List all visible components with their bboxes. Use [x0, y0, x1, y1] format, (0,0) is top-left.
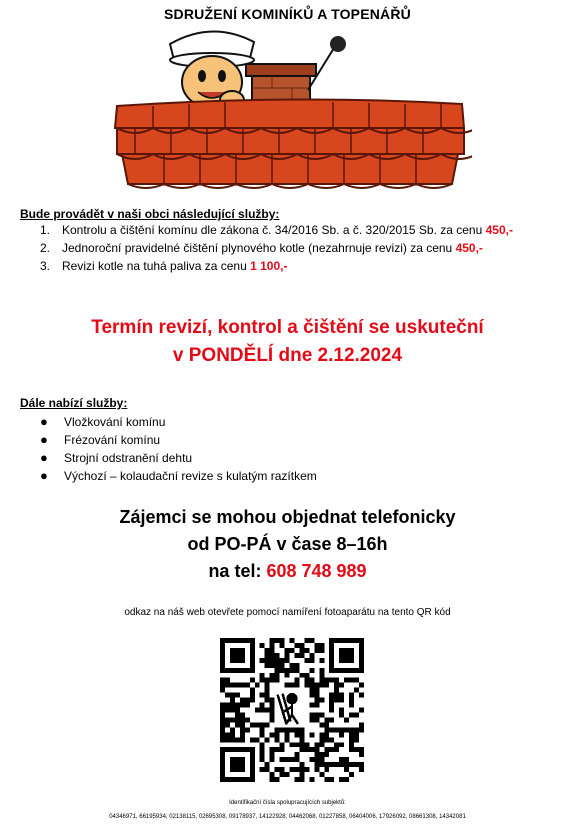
contact-line-2: od PO-PÁ v čase 8–16h	[187, 534, 388, 554]
event-headline	[0, 314, 575, 370]
phone-number[interactable]: 608 748 989	[266, 561, 367, 581]
list-item: ● Strojní odstranění dehtu	[40, 450, 317, 468]
headline-line-2: v PONDĚLÍ dne 2.12.2024	[172, 345, 403, 366]
bullet-icon: ●	[40, 468, 48, 483]
services-list	[40, 222, 513, 276]
list-item: 3. Revizi kotle na tuhá paliva za cenu 1 100,-	[40, 259, 288, 273]
headline-line-1: Termín revizí, kontrol a čištění se uskuteční	[91, 317, 484, 338]
list-item: 2. Jednoroční pravidelné čištění plynového kotle (nezahrnuje revizi) za cenu 450,-	[40, 241, 483, 255]
page-title: SDRUŽENÍ KOMINÍKŮ A TOPENÁŘŮ	[164, 6, 411, 22]
contact-phone-line: na tel: 608 748 989	[208, 561, 367, 581]
qr-caption: odkaz na náš web otevřete pomocí namíření fotoaparátu na tento QR kód	[124, 607, 451, 618]
bullet-icon: ●	[40, 450, 48, 465]
ids-title: Identifikační čísla spolupracujících subjektů:	[229, 800, 346, 806]
qr-code[interactable]	[220, 638, 364, 782]
price: 1 100,-	[250, 259, 288, 273]
list-item: ● Frézování komínu	[40, 432, 317, 450]
extra-services-list	[40, 414, 317, 486]
ids-list: 04346971, 66195934, 02138115, 02695308, 09178937, 14122928, 04462068, 01227858, 06404006, 17926092, 08661308, 14342081	[109, 814, 466, 820]
contact-block	[0, 504, 575, 585]
list-item: ● Vložkování komínu	[40, 414, 317, 432]
contact-line-1: Zájemci se mohou objednat telefonicky	[119, 507, 456, 527]
bullet-icon: ●	[40, 432, 48, 447]
services-heading: Bude provádět v naši obci následující služby:	[20, 207, 280, 221]
price: 450,-	[485, 223, 513, 237]
price: 450,-	[455, 241, 483, 255]
extra-services-heading: Dále nabízí služby:	[20, 396, 128, 410]
list-item: ● Výchozí – kolaudační revize s kulatým razítkem	[40, 468, 317, 486]
bullet-icon: ●	[40, 414, 48, 429]
chimney-sweep-illustration	[112, 24, 472, 194]
list-item: 1. Kontrolu a čištění komínu dle zákona č. 34/2016 Sb. a č. 320/2015 Sb. za cenu 450,-	[40, 223, 513, 237]
